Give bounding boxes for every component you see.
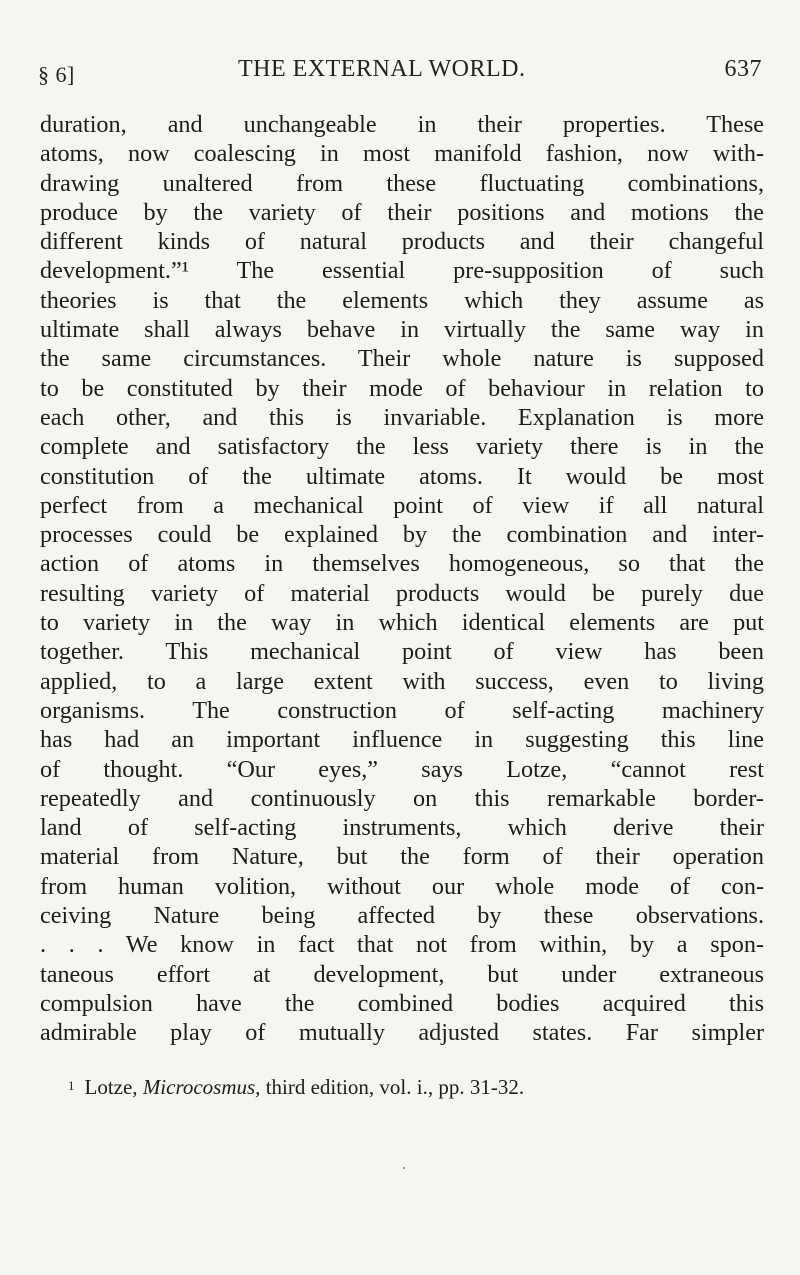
footnote-author: Lotze,	[84, 1075, 138, 1099]
text-line: repeatedly and continuously on this remarkable border-	[40, 784, 764, 812]
text-line: of thought. “Our eyes,” says Lotze, “cannot rest	[40, 755, 764, 783]
section-marker: § 6]	[38, 62, 75, 87]
text-line: land of self-acting instruments, which derive their	[40, 814, 764, 842]
text-line: produce by the variety of their positions and motions the	[40, 198, 764, 226]
text-line: taneous effort at development, but under extraneous	[40, 960, 764, 988]
text-line: atoms, now coalescing in most manifold fashion, now with-	[40, 140, 764, 168]
text-line: to variety in the way in which identical elements are put	[40, 609, 764, 637]
body-text	[40, 110, 764, 1048]
text-line: ultimate shall always behave in virtually the same way in	[40, 316, 764, 344]
text-line: different kinds of natural products and their changeful	[40, 228, 764, 256]
text-line: drawing unaltered from these fluctuating combinations,	[40, 169, 764, 197]
print-speck	[403, 1167, 405, 1169]
text-line: together. This mechanical point of view has been	[40, 638, 764, 666]
text-line: complete and satisfactory the less variety there is in the	[40, 433, 764, 461]
text-line: organisms. The construction of self-acting machinery	[40, 696, 764, 724]
text-line: perfect from a mechanical point of view if all natural	[40, 491, 764, 519]
footnote-details: third edition, vol. i., pp. 31-32.	[265, 1075, 525, 1099]
text-line: constitution of the ultimate atoms. It would be most	[40, 462, 764, 490]
footnote-marker: 1	[68, 1078, 75, 1093]
running-header	[38, 56, 770, 88]
text-line: each other, and this is invariable. Explanation is more	[40, 403, 764, 431]
text-line: material from Nature, but the form of their operation	[40, 843, 764, 871]
text-line: processes could be explained by the combination and inter-	[40, 521, 764, 549]
text-line: admirable play of mutually adjusted states. Far simpler	[40, 1019, 764, 1047]
text-line: ceiving Nature being affected by these observations.	[40, 902, 764, 930]
running-title: THE EXTERNAL WORLD.	[238, 56, 526, 82]
text-line: to be constituted by their mode of behaviour in relation to	[40, 374, 764, 402]
text-line: duration, and unchangeable in their properties. These	[40, 111, 764, 138]
text-line: resulting variety of material products would be purely due	[40, 579, 764, 607]
text-line: has had an important influence in suggesting this line	[40, 726, 764, 754]
footnote	[68, 1073, 708, 1100]
text-line: action of atoms in themselves homogeneous, so that the	[40, 550, 764, 578]
text-line: applied, to a large extent with success, even to living	[40, 667, 764, 695]
text-line: . . . We know in fact that not from within, by a spon-	[40, 931, 764, 959]
page-number: 637	[724, 56, 762, 82]
text-line: development.”¹ The essential pre-supposition of such	[40, 257, 764, 285]
footnote-work-title: Microcosmus,	[142, 1075, 261, 1099]
text-line: theories is that the elements which they assume as	[40, 286, 764, 314]
text-line: compulsion have the combined bodies acquired this	[40, 989, 764, 1017]
text-line: from human volition, without our whole mode of con-	[40, 872, 764, 900]
text-line: the same circumstances. Their whole nature is supposed	[40, 345, 764, 373]
